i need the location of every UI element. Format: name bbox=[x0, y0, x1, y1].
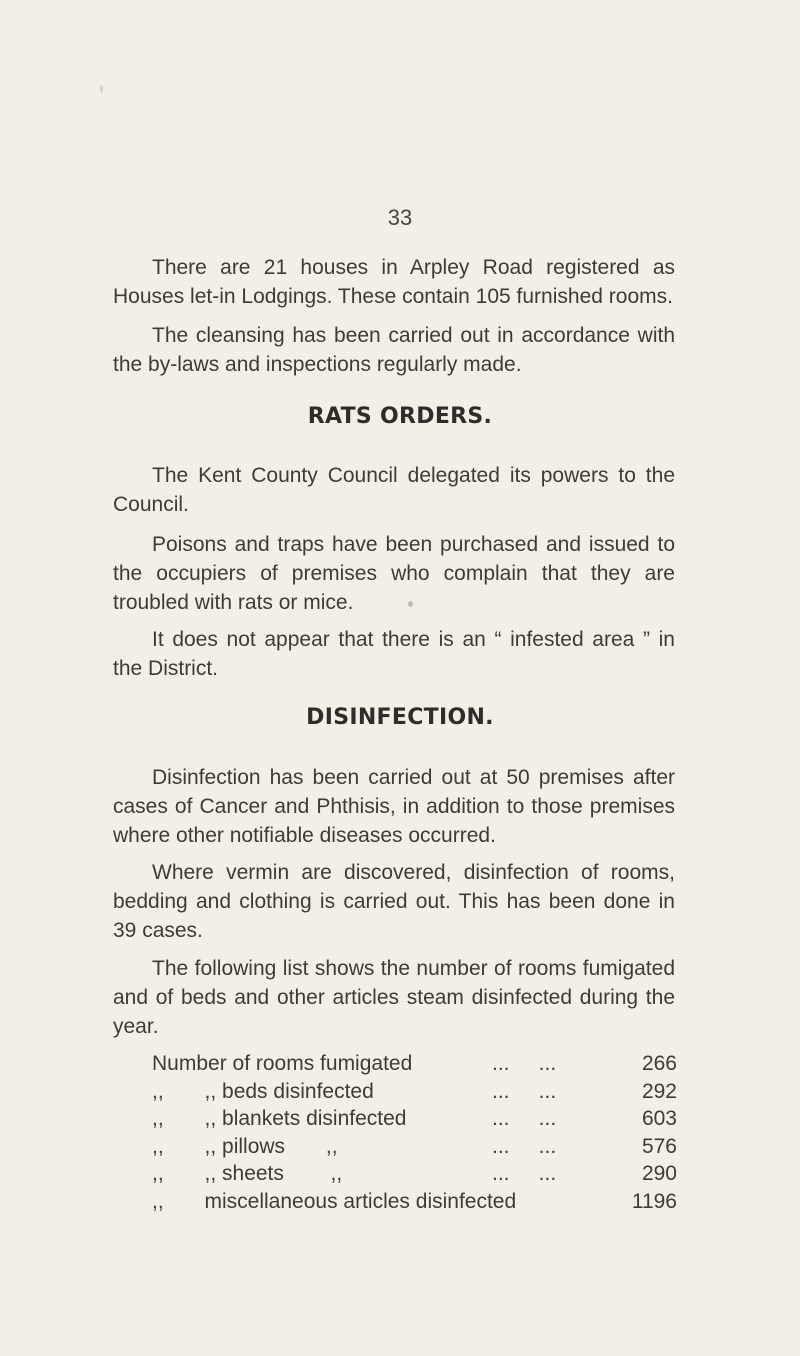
infested-area-paragraph: It does not appear that there is an “ infested area ” in the District. bbox=[113, 628, 675, 680]
leader-dots: ... ... bbox=[492, 1107, 557, 1131]
vermin-paragraph: Where vermin are discovered, disinfection of rooms, bedding and clothing is carried out. This has been done in 39 cases. bbox=[113, 861, 675, 942]
leader-dots: ... ... bbox=[492, 1079, 557, 1103]
list-item bbox=[152, 1133, 677, 1161]
list-item-value: 266 bbox=[641, 1052, 677, 1075]
list-item bbox=[152, 1188, 677, 1216]
list-item bbox=[152, 1050, 677, 1078]
page-number: 33 bbox=[387, 205, 413, 230]
list-item-label: ,, ,, sheets ,, bbox=[152, 1162, 343, 1186]
disinfection-heading: DISINFECTION. bbox=[306, 705, 494, 730]
ink-speck bbox=[408, 601, 413, 607]
leader-dots: ... ... bbox=[492, 1052, 557, 1075]
list-item bbox=[152, 1078, 677, 1106]
lodgings-paragraph: There are 21 houses in Arpley Road registered as Houses let-in Lodgings. These contain 105 furnished rooms. bbox=[113, 256, 675, 308]
list-item-value: 603 bbox=[641, 1107, 677, 1131]
rats-orders-heading: RATS ORDERS. bbox=[307, 404, 493, 429]
kent-council-paragraph: The Kent County Council delegated its powers to the Council. bbox=[113, 464, 675, 516]
poisons-paragraph: Poisons and traps have been purchased and issued to the occupiers of premises who complain that they are troubled with rats or mice. bbox=[113, 533, 675, 614]
list-item bbox=[152, 1105, 677, 1133]
list-item-value: 576 bbox=[641, 1134, 677, 1158]
list-item-label: ,, miscellaneous articles disinfected bbox=[152, 1189, 517, 1213]
leader-dots: ... ... bbox=[492, 1134, 557, 1158]
list-item-value: 1196 bbox=[631, 1189, 677, 1213]
fumigation-list bbox=[152, 1050, 677, 1216]
leader-dots: ... ... bbox=[492, 1162, 557, 1186]
list-item bbox=[152, 1160, 677, 1188]
list-item-value: 292 bbox=[641, 1079, 677, 1103]
paper-mark bbox=[100, 85, 103, 93]
list-item-label: ,, ,, beds disinfected bbox=[152, 1079, 374, 1103]
list-item-label: Number of rooms fumigated bbox=[152, 1052, 413, 1075]
list-intro-paragraph: The following list shows the number of rooms fumigated and of beds and other articles steam disinfected during the year. bbox=[113, 957, 675, 1038]
list-item-value: 290 bbox=[641, 1162, 677, 1186]
cleansing-paragraph: The cleansing has been carried out in accordance with the by-laws and inspections regularly made. bbox=[113, 324, 675, 376]
list-item-label: ,, ,, blankets disinfected bbox=[152, 1107, 407, 1131]
list-item-label: ,, ,, pillows ,, bbox=[152, 1134, 338, 1158]
disinfection-premises-paragraph: Disinfection has been carried out at 50 premises after cases of Cancer and Phthisis, in addition to those premises where other notifiable diseases occurred. bbox=[113, 766, 675, 847]
